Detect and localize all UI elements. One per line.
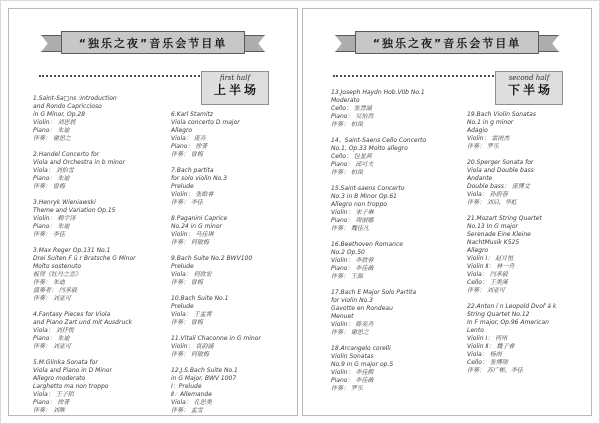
program-line: No.3 in B Minor Op.61 bbox=[331, 193, 397, 200]
program-line: Piano： 朱迪 bbox=[33, 223, 70, 230]
program-page-right bbox=[302, 8, 592, 416]
program-line: 6.Karl Stamitz bbox=[171, 111, 214, 118]
program-line: 2.Handel Concerto for bbox=[33, 151, 100, 158]
program-line: Molto sostenuto bbox=[33, 263, 82, 270]
program-line: No.24 in G minor bbox=[171, 223, 222, 230]
program-line: Viola： 刘怡雪 bbox=[33, 167, 74, 174]
program-line: Allegro bbox=[171, 127, 193, 134]
program-line: in G Minor, Op.28 bbox=[33, 111, 86, 118]
program-line: 1.Saint-Sa□ns :Introduction bbox=[33, 95, 117, 102]
second-half-label-zh: 下半场 bbox=[507, 83, 553, 97]
program-column-3 bbox=[331, 89, 469, 401]
program-line: 16.Beethoven Romance bbox=[331, 241, 403, 248]
program-line: Viola： 王孟霄 bbox=[171, 311, 212, 318]
first-half-label-en: first half bbox=[219, 74, 251, 82]
program-line: Ⅰ：Prelude bbox=[171, 383, 202, 390]
program-item bbox=[331, 345, 469, 393]
second-half-label-en: second half bbox=[508, 74, 550, 82]
program-line: Piano： 李佳薇 bbox=[331, 265, 374, 272]
program-line: Violin： 宋子琳 bbox=[331, 209, 374, 216]
page-title: “独乐之夜”音乐会节目单 bbox=[78, 36, 228, 50]
program-line: Piano： 吴怡然 bbox=[331, 113, 374, 120]
program-line: Viola： 庞卉 bbox=[171, 135, 206, 142]
title-banner bbox=[355, 31, 539, 54]
program-line: 21.Mozart String Quartet bbox=[467, 215, 542, 222]
program-line: 伴奏： 谢思之 bbox=[331, 329, 369, 336]
program-line: Piano： 朱迪 bbox=[33, 335, 70, 342]
title-banner bbox=[61, 31, 245, 54]
program-item bbox=[467, 215, 592, 295]
program-item bbox=[33, 359, 171, 415]
program-column-4 bbox=[467, 111, 592, 383]
program-line: 板贤《牡丹之恋》 bbox=[33, 271, 82, 278]
program-line: In F major, Op.96 American bbox=[467, 319, 549, 326]
program-item bbox=[171, 367, 298, 415]
program-line: Viola： 孔思美 bbox=[171, 399, 212, 406]
program-line: Violin Ⅱ： 魏子睿 bbox=[467, 343, 515, 350]
program-line: 伴奏： 刘启，华虹 bbox=[467, 199, 517, 206]
program-item bbox=[467, 111, 592, 151]
program-line: 15.Saint-saens Concerto bbox=[331, 185, 405, 192]
program-line: Piano： 徐菁 bbox=[171, 143, 208, 150]
program-line: Drei Suiten F ü r Bratsche G Minor bbox=[33, 255, 136, 262]
program-line: 4.Fantasy Pieces for Viola bbox=[33, 311, 111, 318]
program-line: Viola： 王子陌 bbox=[33, 391, 74, 398]
program-line: 伴奏： 朱迪 bbox=[33, 279, 65, 286]
program-line: String Quartet No.12 bbox=[467, 311, 530, 318]
program-line: 伴奏： 魏佳凡 bbox=[331, 225, 369, 232]
program-line: 伴奏： 李佳 bbox=[171, 199, 203, 206]
program-item bbox=[331, 89, 469, 129]
program-item bbox=[331, 185, 469, 233]
program-line: and Piano Zart und mit Ausdruck bbox=[33, 319, 133, 326]
program-line: Cello： 张慧涵 bbox=[331, 105, 372, 112]
program-column-2 bbox=[171, 111, 298, 416]
program-line: Piano： 李佳薇 bbox=[331, 377, 374, 384]
program-line: 14、Saint-Saens Cello Concerto bbox=[331, 137, 427, 144]
program-item bbox=[331, 241, 469, 281]
program-line: in G Major, BWV 1007 bbox=[171, 375, 237, 382]
program-line: No.1, Op.33 Molto allegro bbox=[331, 145, 408, 152]
program-line: Violin Ⅰ： 赵月恒 bbox=[467, 255, 514, 262]
program-line: 13.Joseph Haydn Hob.VIIb No.1 bbox=[331, 89, 425, 96]
program-line: Violin： 赖宇泽 bbox=[33, 215, 76, 222]
program-item bbox=[171, 111, 298, 159]
program-line: Piano： 朱迪 bbox=[33, 127, 70, 134]
program-line: NachtMusik K525 bbox=[467, 239, 520, 246]
program-line: 伴奏： 罗乐 bbox=[467, 143, 499, 150]
program-line: Viola： 刘抒悦 bbox=[33, 327, 74, 334]
program-line: for violin No.3 bbox=[331, 297, 373, 304]
program-line: Violin： 马佳琪 bbox=[171, 231, 214, 238]
program-line: 7.Bach partita bbox=[171, 167, 214, 174]
program-line: 伴奏： 王源 bbox=[331, 273, 363, 280]
program-line: Viola and Orchestra in b minor bbox=[33, 159, 125, 166]
program-line: 伴奏： 曾梅 bbox=[171, 151, 203, 158]
program-item bbox=[33, 311, 171, 351]
program-line: 3.Henryk Wieniawski bbox=[33, 199, 96, 206]
program-line: Serenade Eine Kleine bbox=[467, 231, 531, 238]
program-line: Prelude bbox=[171, 263, 194, 270]
program-line: Piano： 徐菁 bbox=[33, 399, 70, 406]
program-item bbox=[171, 215, 298, 247]
program-line: 伴奏： 曾梅 bbox=[33, 183, 65, 190]
program-line: 5.M.Glinka Sonata for bbox=[33, 359, 98, 366]
program-line: No.9 in G major op.5 bbox=[331, 361, 394, 368]
program-line: Violin： 李欣蓉 bbox=[331, 257, 374, 264]
program-line: Violin Sonatas bbox=[331, 353, 374, 360]
program-line: Double bass： 庞博文 bbox=[467, 183, 530, 190]
program-line: Allegro moderato bbox=[33, 375, 86, 382]
program-line: Violin： 雷雨杰 bbox=[467, 135, 510, 142]
program-line: Lento bbox=[467, 327, 484, 334]
program-line: Viola： 何欣宏 bbox=[171, 271, 212, 278]
program-line: Violin： 李佳熙 bbox=[331, 369, 374, 376]
program-line: Viola and Double bass bbox=[467, 167, 534, 174]
program-item bbox=[331, 289, 469, 337]
program-line: 演奏者： 闫承毅 bbox=[33, 287, 77, 294]
program-line: Viola： 杨雨 bbox=[467, 351, 502, 358]
program-line: 9.Bach Suite No.2 BWV100 bbox=[171, 255, 253, 262]
program-line: Piano： 周丽娜 bbox=[331, 217, 374, 224]
program-line: 20.Sperger Sonata for bbox=[467, 159, 534, 166]
program-line: and Rondo Capriccioso bbox=[33, 103, 102, 110]
program-line: 伴奏： 曾梅 bbox=[171, 319, 203, 326]
second-half-badge bbox=[495, 71, 563, 105]
program-line: 伴奏： 刘唯 bbox=[33, 407, 65, 414]
program-line: Viola： 孙蔚春 bbox=[467, 191, 508, 198]
program-item bbox=[467, 303, 592, 375]
program-item bbox=[33, 247, 171, 303]
program-item bbox=[171, 255, 298, 287]
page-title: “独乐之夜”音乐会节目单 bbox=[372, 36, 522, 50]
program-line: Moderato bbox=[331, 97, 360, 104]
program-line: 伴奏： 刘亚可 bbox=[33, 343, 71, 350]
program-line: for solo violin No.3 bbox=[171, 175, 228, 182]
program-line: Violin： 张皓睿 bbox=[171, 191, 214, 198]
program-line: 伴奏： 谢思之 bbox=[33, 135, 71, 142]
program-line: Viola and Piano in D Minor bbox=[33, 367, 112, 374]
program-line: Larghetto ma non troppo bbox=[33, 383, 109, 390]
program-item bbox=[331, 137, 469, 177]
program-item bbox=[33, 151, 171, 191]
program-line: Ⅱ：Allemande bbox=[171, 391, 212, 398]
program-line: Viola： 闫承毅 bbox=[467, 271, 508, 278]
program-line: Adagio bbox=[467, 127, 488, 134]
program-line: 8.Paganini Caprice bbox=[171, 215, 228, 222]
program-line: Violin： 袁韵涵 bbox=[171, 343, 214, 350]
program-line: No.13 In G major bbox=[467, 223, 518, 230]
program-line: Cello： 王美溪 bbox=[467, 279, 508, 286]
program-line: 伴奏： 苏广彬，李佳 bbox=[467, 367, 523, 374]
program-item bbox=[171, 295, 298, 327]
program-line: 10.Bach Suite No.1 bbox=[171, 295, 229, 302]
program-column-1 bbox=[33, 95, 171, 416]
program-item bbox=[33, 95, 171, 143]
program-line: 伴奏： 李佳 bbox=[33, 231, 65, 238]
program-line: Menuet bbox=[331, 313, 354, 320]
program-line: 18.Arcangelo corelli bbox=[331, 345, 391, 352]
program-line: Violin： 陈奕舟 bbox=[331, 321, 374, 328]
program-line: 3.Max Reger Op.131 No.1 bbox=[33, 247, 111, 254]
first-half-label-zh: 上半场 bbox=[213, 83, 259, 97]
program-line: 伴奏： 何敏梅 bbox=[171, 351, 209, 358]
program-line: Violin： 刘思晨 bbox=[33, 119, 76, 126]
program-line: 伴奏： 柏岚 bbox=[331, 169, 363, 176]
program-line: 伴奏： 何敏梅 bbox=[171, 239, 209, 246]
program-item bbox=[171, 167, 298, 207]
program-item bbox=[467, 159, 592, 207]
program-line: Cello： 张博勋 bbox=[467, 359, 508, 366]
program-line: No.2 Op.50 bbox=[331, 249, 365, 256]
program-line: 伴奏： 孟雪 bbox=[171, 407, 203, 414]
program-line: 伴奏： 柏岚 bbox=[331, 121, 363, 128]
program-line: Piano： 邱可夫 bbox=[331, 161, 374, 168]
program-line: Andante bbox=[467, 175, 493, 182]
program-line: No.1 in g minor bbox=[467, 119, 514, 126]
program-line: Gavotte en Rondeau bbox=[331, 305, 393, 312]
program-line: Piano： 朱迪 bbox=[33, 175, 70, 182]
program-line: Allegro non troppo bbox=[331, 201, 387, 208]
program-line: Viola concerto D major bbox=[171, 119, 240, 126]
program-line: 11.Vitali Chaconne in G minor bbox=[171, 335, 261, 342]
program-line: Prelude bbox=[171, 183, 194, 190]
program-line: Violin Ⅱ： 林一舟 bbox=[467, 263, 515, 270]
program-line: 19.Bach Violin Sonatas bbox=[467, 111, 536, 118]
first-half-badge bbox=[201, 71, 269, 105]
program-line: 伴奏： 曾梅 bbox=[171, 279, 203, 286]
program-line: 伴奏： 刘亚可 bbox=[33, 295, 71, 302]
program-line: Theme and Variation Op.15 bbox=[33, 207, 116, 214]
program-line: 伴奏： 刘亚可 bbox=[467, 287, 505, 294]
program-page-left bbox=[8, 8, 298, 416]
program-line: Prelude bbox=[171, 303, 194, 310]
program-line: Violin Ⅰ： 何州 bbox=[467, 335, 508, 342]
program-item bbox=[171, 335, 298, 359]
program-line: 伴奏： 罗乐 bbox=[331, 385, 363, 392]
program-line: 12.J.S.Bach Suite No.1 bbox=[171, 367, 238, 374]
program-line: 22.Anton í n Leopold Dvoř á k bbox=[467, 303, 557, 310]
program-line: 17.Bach E Major Solo Partita bbox=[331, 289, 417, 296]
program-line: Cello： 包星茜 bbox=[331, 153, 372, 160]
program-line: Allegro bbox=[467, 247, 489, 254]
program-item bbox=[33, 199, 171, 239]
